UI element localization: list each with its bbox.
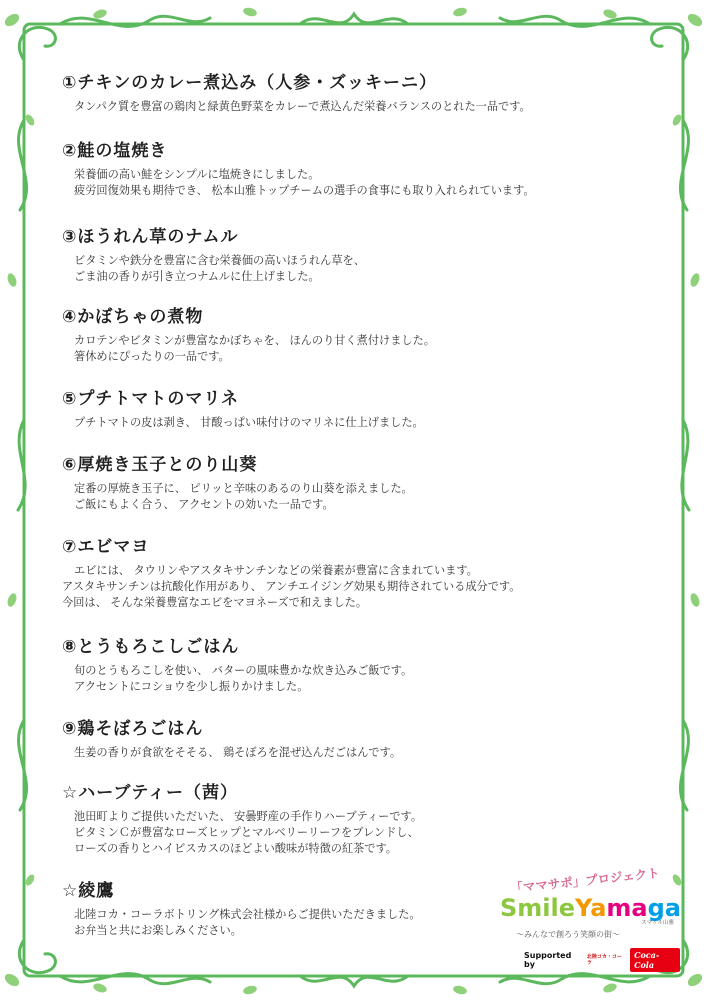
menu-item-title: ⑦エビマヨ — [62, 537, 150, 557]
description-line: ビタミンＣが豊富なローズヒップとマルベリーリーフをブレンドし、 — [74, 826, 419, 839]
bottler-logo: 北陸コカ・コーラ — [586, 954, 622, 966]
description-line: プチトマトの皮は剥き、 甘酸っぱい味付けのマリネに仕上げました。 — [74, 416, 424, 429]
menu-item-description — [74, 167, 535, 199]
menu-item-title: ①チキンのカレー煮込み（人参・ズッキーニ） — [62, 73, 438, 93]
menu-item-6 — [62, 450, 413, 513]
description-line: エビには、 タウリンやアスタキサンチンなどの栄養素が豊富に含まれています。 — [74, 564, 478, 577]
description-line: 疲労回復効果も期待でき、 松本山雅トップチームの選手の食事にも取り入れられています。 — [74, 184, 535, 197]
menu-item-title: ⑥厚焼き玉子とのり山葵 — [62, 455, 258, 475]
menu-item-title: ②鮭の塩焼き — [62, 141, 168, 161]
menu-item-description — [74, 253, 365, 285]
menu-item-7 — [62, 532, 520, 611]
menu-item-3 — [62, 222, 365, 285]
menu-item-title: ⑤プチトマトのマリネ — [62, 389, 240, 409]
description-line: ローズの香りとハイビスカスのほどよい酸味が特徴の紅茶です。 — [74, 842, 397, 855]
menu-item-description — [74, 907, 421, 939]
menu-item-4 — [62, 302, 435, 365]
menu-item-ayataka — [62, 876, 421, 939]
menu-item-title: ④かぼちゃの煮物 — [62, 307, 204, 327]
description-line: 栄養価の高い鮭をシンプルに塩焼きにしました。 — [74, 168, 320, 181]
coca-cola-logo: Coca-Cola — [630, 948, 680, 972]
description-line: 生姜の香りが食欲をそそる、 鶏そぼろを混ぜ込んだごはんです。 — [74, 746, 402, 759]
menu-item-title: ☆綾鷹 — [62, 881, 115, 901]
description-line: アクセントにコショウを少し振りかけました。 — [74, 680, 309, 693]
description-line: 旬のとうもろこしを使い、 バターの風味豊かな炊き込みご飯です。 — [74, 664, 413, 677]
description-line: 定番の厚焼き玉子に、 ピリッと辛味のあるのり山葵を添えました。 — [74, 482, 413, 495]
description-line: 今回は、 そんな栄養豊富なエビをマヨネーズで和えました。 — [62, 596, 368, 609]
menu-item-title: ☆ハーブティー（茜） — [62, 783, 239, 803]
menu-item-8 — [62, 632, 412, 695]
description-line: 箸休めにぴったりの一品です。 — [74, 350, 230, 363]
description-line: カロテンやビタミンが豊富なかぼちゃを、 ほんのり甘く煮付けました。 — [74, 334, 435, 347]
smile-yamaga-logo — [500, 865, 681, 972]
description-line: ご飯にもよく合う、 アクセントの効いた一品です。 — [74, 498, 334, 511]
brand-part: ma — [606, 894, 648, 922]
brand-part: Smile — [500, 894, 576, 922]
brand-part: ga — [647, 894, 681, 922]
menu-item-title: ③ほうれん草のナムル — [62, 227, 239, 247]
description-line: 北陸コカ・コーラボトリング株式会社様からご提供いただきました。 — [74, 908, 421, 921]
description-line: 池田町よりご提供いただいた、 安曇野産の手作りハーブティーです。 — [74, 810, 423, 823]
menu-item-1 — [62, 68, 531, 115]
description-line: ごま油の香りが引き立つナムルに仕上げました。 — [74, 270, 320, 283]
supported-label: Supported by — [524, 951, 572, 969]
menu-item-5 — [62, 384, 424, 431]
brand-subtitle: スマイル山雅 — [641, 920, 674, 926]
menu-item-9 — [62, 714, 401, 761]
description-line: ビタミンや鉄分を豊富に含む栄養価の高いほうれん草を、 — [74, 254, 365, 267]
brand-tagline: ～みんなで創ろう笑顔の街～ — [516, 930, 620, 939]
menu-item-2 — [62, 136, 535, 199]
menu-item-description — [74, 663, 412, 695]
menu-item-description — [74, 481, 413, 513]
menu-item-description — [62, 563, 521, 611]
project-name: 「ママサポ」プロジェクト — [509, 865, 661, 896]
description-line: アスタキサンチンは抗酸化作用があり、 アンチエイジング効果も期待されている成分です。 — [62, 580, 521, 593]
menu-item-title: ⑨鶏そぼろごはん — [62, 719, 204, 739]
description-line: お弁当と共にお楽しみください。 — [74, 924, 242, 937]
menu-item-title: ⑧とうもろこしごはん — [62, 637, 240, 657]
brand-part: Ya — [575, 894, 607, 922]
description-line: タンパク質を豊富の鶏肉と緑黄色野菜をカレーで煮込んだ栄養バランスのとれた一品です。 — [74, 100, 531, 113]
supported-by — [524, 948, 680, 972]
menu-item-description — [74, 809, 422, 857]
menu-item-description — [74, 745, 401, 761]
menu-item-herb-tea — [62, 778, 422, 857]
menu-item-description — [74, 99, 531, 115]
menu-item-description — [74, 415, 424, 431]
menu-item-description — [74, 333, 435, 365]
